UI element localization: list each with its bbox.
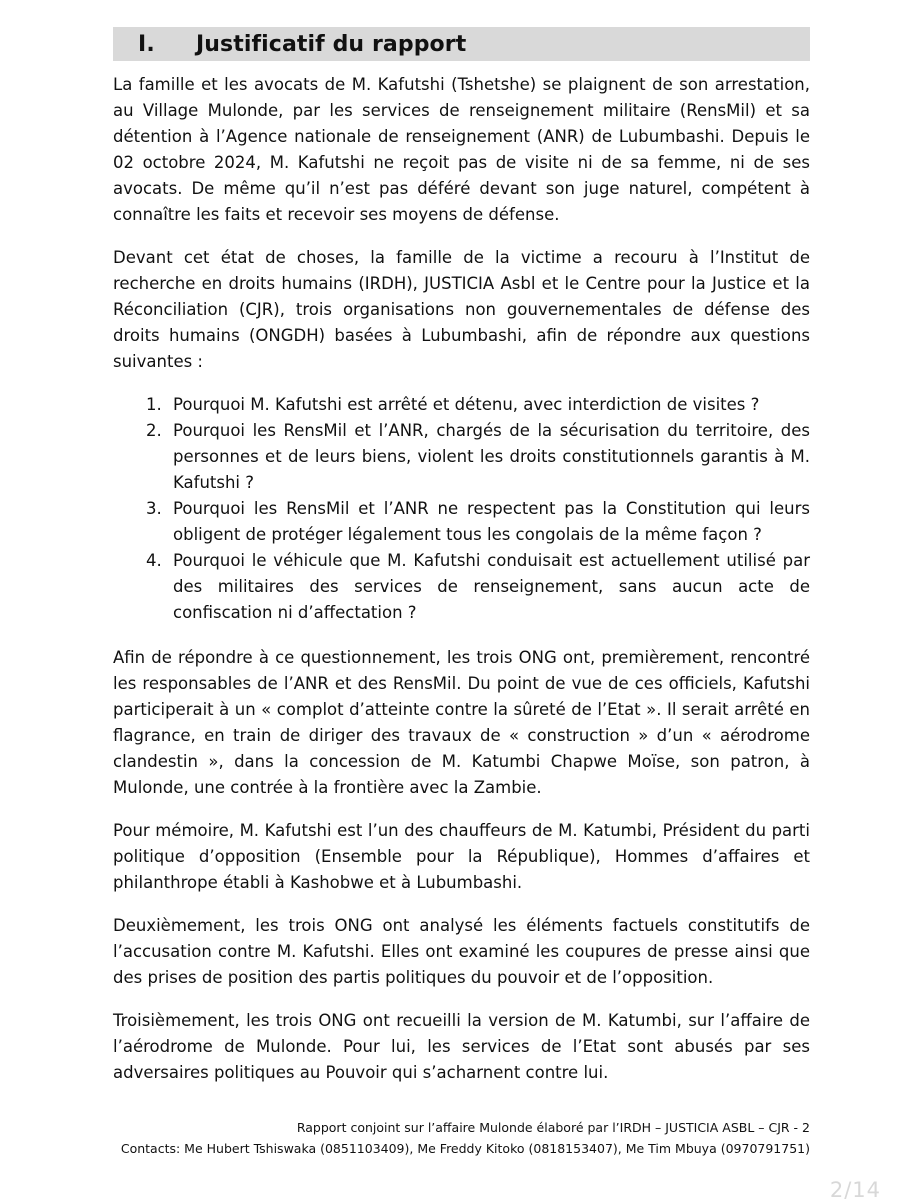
footer-contacts-line: Contacts: Me Hubert Tshiswaka (0851103409), Me Freddy Kitoko (0818153407), Me Tim Mbuya (0970791751) — [120, 1141, 810, 1156]
document-body — [113, 72, 810, 1103]
paragraph: Troisièmement, les trois ONG ont recueilli la version de M. Katumbi, sur l’affaire de l’aérodrome de Mulonde. Pour lui, les services de l’Etat sont abusés par ses adversaires politiques au Pouvoir qui s’acharnent contre lui. — [113, 1011, 810, 1082]
list-item: 1. Pourquoi M. Kafutshi est arrêté et détenu, avec interdiction de visites ? — [167, 392, 810, 418]
paragraph: Devant cet état de choses, la famille de la victime a recouru à l’Institut de recherche en droits humains (IRDH), JUSTICIA Asbl et le Centre pour la Justice et la Réconciliation (CJR), trois organisations non gouvernementales de défense des droits humains (ONGDH) basées à Lubumbashi, afin de répondre aux questions suivantes : — [113, 248, 810, 371]
paragraph: La famille et les avocats de M. Kafutshi (Tshetshe) se plaignent de son arrestation, au Village Mulonde, par les services de renseignement militaire (RensMil) et sa détention à l’Agence nationale de renseignement (ANR) de Lubumbashi. Depuis le 02 octobre 2024, M. Kafutshi ne reçoit pas de visite ni de sa femme, ni de ses avocats. De même qu’il n’est pas déféré devant son juge naturel, compétent à connaître les faits et recevoir ses moyens de défense. — [113, 75, 810, 224]
list-item: 2. Pourquoi les RensMil et l’ANR, chargés de la sécurisation du territoire, des personnes et de leurs biens, violent les droits constitutionnels garantis à M. Kafutshi ? — [167, 418, 810, 496]
list-item: 3. Pourquoi les RensMil et l’ANR ne respectent pas la Constitution qui leurs obligent de protéger légalement tous les congolais de la même façon ? — [167, 496, 810, 548]
section-number: I. — [138, 31, 155, 57]
section-title: Justificatif du rapport — [196, 31, 467, 57]
page-footer — [100, 1117, 810, 1159]
questions-list — [113, 392, 810, 626]
paragraph: Deuxièmement, les trois ONG ont analysé les éléments factuels constitutifs de l’accusation contre M. Kafutshi. Elles ont examiné les coupures de presse ainsi que des prises de position des partis politiques du pouvoir et de l’opposition. — [113, 916, 810, 987]
list-item: 4. Pourquoi le véhicule que M. Kafutshi conduisait est actuellement utilisé par des militaires des services de renseignement, sans aucun acte de confiscation ni d’affectation ? — [167, 548, 810, 626]
paragraph: Afin de répondre à ce questionnement, les trois ONG ont, premièrement, rencontré les responsables de l’ANR et des RensMil. Du point de vue de ces officiels, Kafutshi participerait à un « complot d’atteinte contre la sûreté de l’Etat ». Il serait arrêté en flagrance, en train de diriger des travaux de « construction » d’un « aérodrome clandestin », dans la concession de M. Katumbi Chapwe Moïse, son patron, à Mulonde, une contrée à la frontière avec la Zambie. — [113, 648, 810, 797]
page-counter: 2/14 — [829, 1178, 881, 1202]
section-heading — [113, 27, 810, 61]
footer-report-line: Rapport conjoint sur l’affaire Mulonde élaboré par l’IRDH – JUSTICIA ASBL – CJR - 2 — [296, 1120, 810, 1135]
paragraph: Pour mémoire, M. Kafutshi est l’un des chauffeurs de M. Katumbi, Président du parti politique d’opposition (Ensemble pour la République), Hommes d’affaires et philanthrope établi à Kashobwe et à Lubumbashi. — [113, 821, 810, 892]
